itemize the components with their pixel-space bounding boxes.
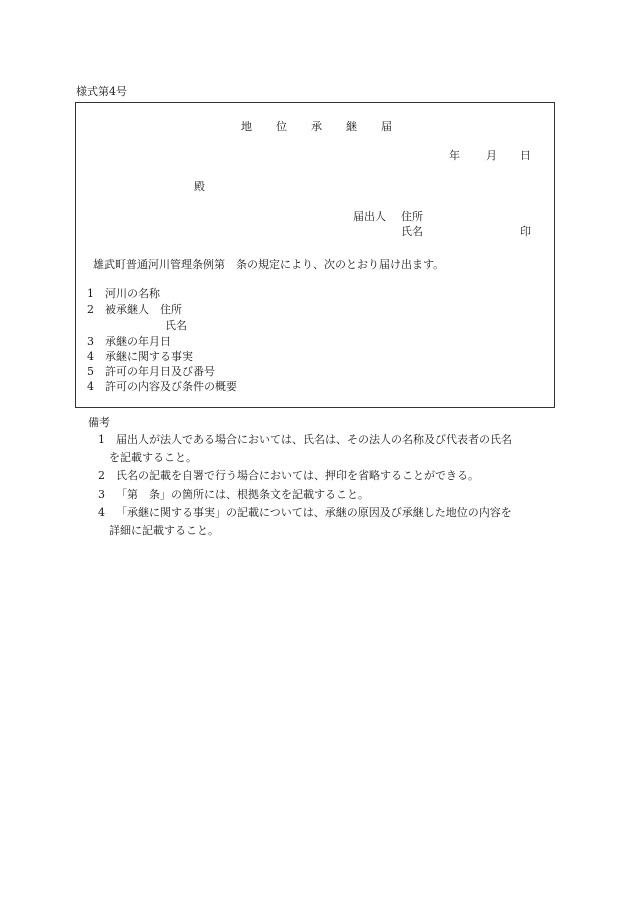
note-text: 氏名の記載を自署で行う場合においては、押印を省略することができる。 xyxy=(116,469,479,482)
title-char: 地 xyxy=(241,120,252,133)
item-text: 氏名 xyxy=(165,319,187,332)
note-number: 4 xyxy=(98,506,105,519)
applicant-label: 届出人 xyxy=(353,210,386,223)
item-number: 3 xyxy=(87,335,94,348)
seal-mark: 印 xyxy=(520,225,531,238)
applicant-name-label: 氏名 xyxy=(401,225,423,238)
note-number: 3 xyxy=(98,488,105,501)
notes-title: 備考 xyxy=(88,416,110,429)
list-item xyxy=(165,320,187,331)
date-year: 年 xyxy=(449,149,460,162)
note-text: 「承継に関する事実」の記載については、承継の原因及び承継した地位の内容を xyxy=(116,506,512,519)
item-text: 許可の年月日及び番号 xyxy=(105,365,215,378)
note-item xyxy=(98,434,512,445)
note-continuation: を記載すること。 xyxy=(109,451,197,464)
note-item xyxy=(98,489,369,500)
form-title xyxy=(241,121,392,132)
note-text: 届出人が法人である場合においては、氏名は、その法人の名称及び代表者の氏名 xyxy=(116,433,512,446)
item-number: 5 xyxy=(87,365,94,378)
list-item xyxy=(87,288,160,299)
note-item xyxy=(98,507,512,518)
form-number: 様式第4号 xyxy=(76,85,127,98)
list-item xyxy=(87,366,215,377)
title-char: 届 xyxy=(381,120,392,133)
date-month: 月 xyxy=(486,149,497,162)
title-char: 継 xyxy=(346,120,357,133)
item-number: 4 xyxy=(87,380,94,393)
item-text: 河川の名称 xyxy=(105,287,160,300)
date-day: 日 xyxy=(520,149,531,162)
item-number: 4 xyxy=(87,350,94,363)
title-char: 承 xyxy=(311,120,322,133)
form-box xyxy=(75,102,555,408)
applicant-address-label: 住所 xyxy=(401,210,423,223)
item-number: 2 xyxy=(87,303,94,316)
addressee-honorific: 殿 xyxy=(194,180,205,193)
item-number: 1 xyxy=(87,287,94,300)
item-text: 承継の年月日 xyxy=(105,335,171,348)
body-text: 雄武町普通河川管理条例第 条の規定により、次のとおり届け出ます。 xyxy=(93,258,445,271)
note-number: 1 xyxy=(98,433,105,446)
item-text: 許可の内容及び条件の概要 xyxy=(105,380,237,393)
note-number: 2 xyxy=(98,469,105,482)
item-text: 承継に関する事実 xyxy=(105,350,193,363)
item-text: 被承継人 住所 xyxy=(105,303,182,316)
note-continuation: 詳細に記載すること。 xyxy=(109,524,219,537)
note-item xyxy=(98,470,479,481)
list-item xyxy=(87,351,193,362)
list-item xyxy=(87,336,171,347)
note-text: 「第 条」の箇所には、根拠条文を記載すること。 xyxy=(116,488,369,501)
list-item xyxy=(87,304,182,315)
list-item xyxy=(87,381,237,392)
title-char: 位 xyxy=(276,120,287,133)
